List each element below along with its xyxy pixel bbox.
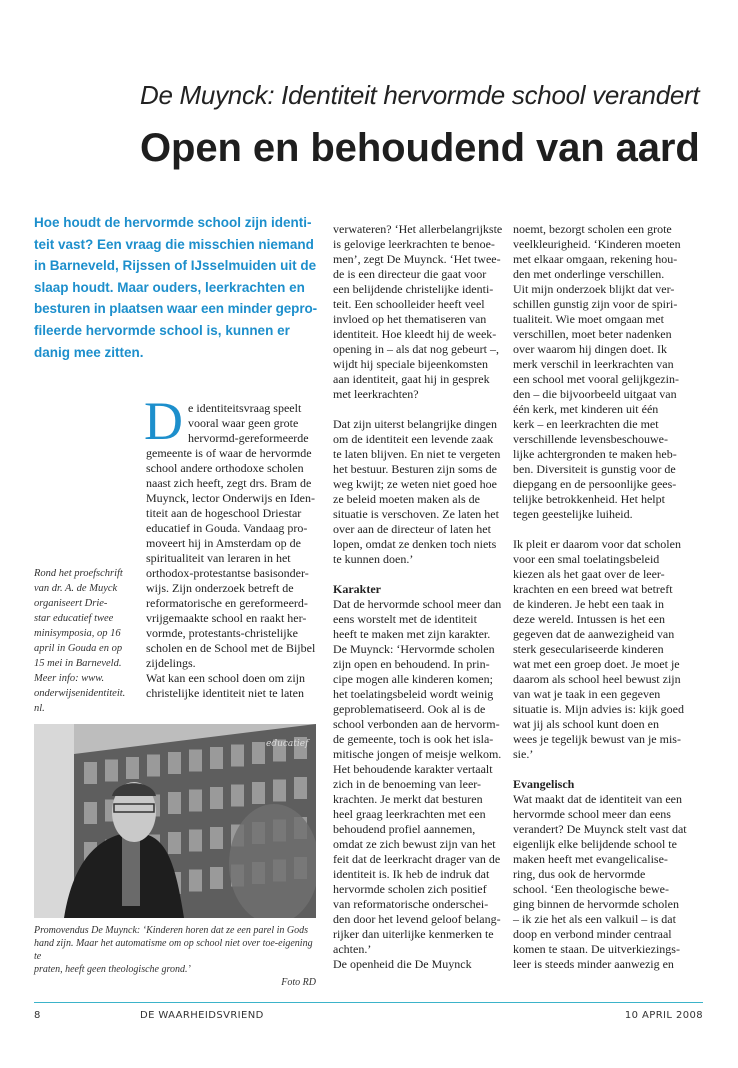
building-window: [168, 792, 181, 814]
building-window: [189, 830, 202, 852]
text-line: de is een directeur die gaat voor: [333, 267, 487, 281]
sidebar-line: nl.: [34, 703, 45, 714]
text-line: teit. Een schoolleider heeft veel: [333, 297, 485, 311]
text-line: Wat kan een school doen om zijn: [146, 671, 305, 685]
text-line: vormde, protestants-christelijke: [146, 626, 298, 640]
text-line: leer is steeds minder aanwezig en: [513, 957, 674, 971]
text-line: tegen geestelijke luiheid.: [513, 507, 633, 521]
text-line: sie.’: [513, 747, 534, 761]
text-line: diepgang en de persoonlijke gees-: [513, 477, 677, 491]
text-line: wijs. Zijn onderzoek betreft de: [146, 581, 294, 595]
text-line: wijdt hij speciale bijeenkomsten: [333, 357, 488, 371]
text-line: vrijgemaakte school en raakt her-: [146, 611, 307, 625]
text-line: van wat je taak in een gegeven: [513, 687, 661, 701]
text-line: behoudend profiel aannemen,: [333, 822, 476, 836]
text-line: schillen gunstig zijn voor de spiri-: [513, 297, 678, 311]
portrait-photo: [34, 724, 316, 918]
text-line: Wat maakt dat de identiteit van een: [513, 792, 682, 806]
text-line: eens worstelt met de identiteit: [333, 612, 477, 626]
text-line: verandert? De Muynck stelt vast dat: [513, 822, 687, 836]
text-line: veelkleurigheid. ‘Kinderen moeten: [513, 237, 681, 251]
text-line: over waarom hij dingen doet. Ik: [513, 342, 667, 356]
text-line: vooral waar geen grote: [188, 416, 299, 430]
text-line: doop en verbond minder centraal: [513, 927, 672, 941]
text-line: het toelatingsbeleid wordt weinig: [333, 687, 494, 701]
lead-line: fileerde hervormde school is, kunnen er: [34, 322, 290, 338]
text-line: school verbonden aan de hervorm-: [333, 717, 500, 731]
building-window: [84, 802, 97, 824]
text-line: lopen, omdat ze denken toch niets: [333, 537, 497, 551]
text-line: heel graag leerkrachten met een: [333, 807, 486, 821]
paragraph-break: [513, 522, 703, 537]
text-line: situatie is verschoven. Ze laten het: [333, 507, 499, 521]
text-line: achten.’: [333, 942, 372, 956]
text-line: tualiteit. Wie moet omgaan met: [513, 312, 664, 326]
building-window: [273, 780, 286, 802]
sidebar-line: onderwijsenidentiteit.: [34, 688, 126, 699]
text-line: Muynck, lector Onderwijs en Iden-: [146, 491, 315, 505]
text-line: den door het levend geloof belang-: [333, 912, 501, 926]
issue-date: 10 APRIL 2008: [624, 1010, 703, 1021]
text-line: een belijdende christelijke identi-: [333, 282, 494, 296]
building-window: [84, 762, 97, 784]
text-line: kerk – en leerkrachten die met: [513, 417, 659, 431]
text-line: zijdelings.: [146, 656, 196, 670]
text-line: merk verschil in leerkrachten van: [513, 357, 674, 371]
text-line: met elkaar omgaan, rekening hou-: [513, 252, 678, 266]
text-line: den met onderlinge verschillen.: [513, 267, 665, 281]
footer-rule: [34, 1002, 703, 1003]
article-title: Open en behoudend van aard: [140, 126, 700, 170]
building-window: [189, 870, 202, 892]
sidebar-line: Meer info: www.: [34, 673, 105, 684]
text-line: cipe mogen alle kinderen komen;: [333, 672, 493, 686]
sidebar-line: organiseert Drie-: [34, 598, 108, 609]
text-line: school. ‘Een theologische bewe-: [513, 882, 669, 896]
text-line: eigenlijk elke belijdende school te: [513, 837, 677, 851]
building-window: [210, 827, 223, 849]
article-subtitle: De Muynck: Identiteit hervormde school verandert: [140, 80, 700, 110]
text-line: krachten. Je merkt dat besturen: [333, 792, 483, 806]
text-line: Dat zijn uiterst belangrijke dingen: [333, 417, 497, 431]
text-line: lijke achtergronden te maken heb-: [513, 447, 677, 461]
drop-cap: D: [144, 391, 183, 451]
lead-line: teit vast? Een vraag die misschien niemand: [34, 236, 314, 252]
text-line: Uit mijn onderzoek blijkt dat ver-: [513, 282, 675, 296]
text-line: sterk geseculariseerde kinderen: [513, 642, 664, 656]
text-line: geproblematiseerd. Ook al is de: [333, 702, 486, 716]
text-line: krachten en een breed wat betreft: [513, 582, 673, 596]
photo-caption: [34, 924, 316, 989]
text-line: titeit aan de hogeschool Driestar: [146, 506, 302, 520]
caption-line: praten, heeft geen theologische grond.’: [34, 964, 191, 975]
lead-line: besturen in plaatsen waar een minder gepro-: [34, 301, 318, 317]
text-line: over aan de directeur of laten het: [333, 522, 491, 536]
section-heading: Karakter: [333, 582, 381, 596]
text-line: met leerkrachten?: [333, 387, 419, 401]
building-sign: educatief: [266, 739, 309, 749]
text-line: De openheid die De Muynck: [333, 957, 472, 971]
text-line: spiritualiteit van leraren in het: [146, 551, 291, 565]
text-line: heeft te maken met zijn karakter.: [333, 627, 491, 641]
text-line: De Muynck: ‘Hervormde scholen: [333, 642, 495, 656]
text-line: ring, dus ook de hervormde: [513, 867, 646, 881]
text-line: noemt, bezorgt scholen een grote: [513, 222, 672, 236]
text-line: te laten blijven. En niet te vergeten: [333, 447, 501, 461]
text-line: gemeente is of waar de hervormde: [146, 446, 312, 460]
text-line: opening in – als dat nog gebeurt –,: [333, 342, 499, 356]
lead-paragraph: [34, 212, 324, 363]
text-line: identiteit. Hoe kleedt hij de week-: [333, 327, 497, 341]
text-line: hervormde school meer dan eens: [513, 807, 671, 821]
text-line: mitische jongen of meisje welkom.: [333, 747, 502, 761]
building-window: [168, 832, 181, 854]
text-line: moveert hij in Amsterdam op de: [146, 536, 301, 550]
text-line: den – die bijvoorbeeld uitgaat van: [513, 387, 677, 401]
text-line: is gelovige leerkrachten te benoe-: [333, 237, 495, 251]
text-line: gegeven dat de aanwezigheid van: [513, 627, 675, 641]
text-line: e identiteitsvraag speelt: [188, 401, 302, 415]
text-line: reformatorische en gereformeerd-: [146, 596, 308, 610]
text-line: Ik pleit er daarom voor dat scholen: [513, 537, 681, 551]
text-line: hervormd-gereformeerde: [188, 431, 309, 445]
text-line: christelijke identiteit niet te laten: [146, 686, 304, 700]
text-line: van reformatorische onderschei-: [333, 897, 489, 911]
text-line: één kerk, met kinderen uit één: [513, 402, 659, 416]
building-window: [252, 742, 265, 764]
lead-line: in Barneveld, Rijssen of IJsselmuiden uit de: [34, 258, 317, 274]
building-window: [147, 755, 160, 777]
text-line: wat jij als school kunt doen en: [513, 717, 659, 731]
building-window: [189, 790, 202, 812]
text-line: verschillen, moet beter nadenken: [513, 327, 672, 341]
text-line: voor een smal toelatingsbeleid: [513, 552, 660, 566]
text-line: maken heeft met evangelicalise-: [513, 852, 668, 866]
text-line: scholen en de School met de Bijbel: [146, 641, 316, 655]
text-line: zich in de benoeming van leer-: [333, 777, 482, 791]
sidebar-line: 15 mei in Barneveld.: [34, 658, 122, 669]
caption-line: hand zijn. Maar het automatisme om op school niet over toe-eigening te: [34, 938, 313, 962]
building-window: [210, 867, 223, 889]
building-window: [294, 777, 307, 799]
text-line: zijn open en behoudend. In prin-: [333, 657, 490, 671]
text-line: school andere orthodoxe scholen: [146, 461, 304, 475]
text-line: verschillende levensbeschouwe-: [513, 432, 668, 446]
photo-image: [34, 724, 316, 918]
building-window: [210, 787, 223, 809]
text-line: ging binnen de hervormde scholen: [513, 897, 679, 911]
text-line: naast zich heeft, zegt drs. Bram de: [146, 476, 312, 490]
text-line: weg kwijt; ze weten niet goed hoe: [333, 477, 497, 491]
caption-line: Promovendus De Muynck: ‘Kinderen horen dat ze een parel in Gods: [34, 925, 309, 936]
body-column-3: [513, 222, 703, 972]
sidebar-line: star educatief twee: [34, 613, 114, 624]
building-window: [189, 750, 202, 772]
text-line: de kinderen. Je hebt een taak in: [513, 597, 664, 611]
lead-line: danig mee zitten.: [34, 344, 144, 360]
text-line: komen te staan. De uitverkiezings-: [513, 942, 680, 956]
sidebar-line: april in Gouda en op: [34, 643, 123, 654]
text-line: om de identiteit een levende zaak: [333, 432, 494, 446]
text-line: de gemeente, toch is ook het isla-: [333, 732, 494, 746]
body-column-2: [333, 222, 507, 972]
building-window: [105, 760, 118, 782]
paragraph-break: [333, 402, 507, 417]
sidebar-line: minisymposia, op 16: [34, 628, 121, 639]
sidebar-note: [34, 566, 140, 716]
text-line: ben. Diversiteit is gunstig voor de: [513, 462, 676, 476]
text-line: omdat ze zich bewust zijn van het: [333, 837, 496, 851]
text-line: een school met vooral gelijkgezin-: [513, 372, 679, 386]
text-line: educatief in Gouda. Vandaag pro-: [146, 521, 308, 535]
text-line: ze beleid moeten maken als de: [333, 492, 480, 506]
text-line: Dat de hervormde school meer dan: [333, 597, 502, 611]
text-line: te kunnen doen.’: [333, 552, 414, 566]
text-line: telijke betrokkenheid. Het helpt: [513, 492, 665, 506]
text-line: rijker dan uiterlijke kenmerken te: [333, 927, 494, 941]
text-line: situatie is. Mijn advies is: kijk goed: [513, 702, 684, 716]
page-number: 8: [34, 1010, 41, 1021]
text-line: wat met een groep doet. Je moet je: [513, 657, 680, 671]
body-column-1: [146, 401, 324, 701]
building-window: [231, 785, 244, 807]
text-line: wees je tegelijk bewust van je mis-: [513, 732, 681, 746]
text-line: daarom als school heel bewust zijn: [513, 672, 681, 686]
text-line: feit dat de leerkracht drager van de: [333, 852, 501, 866]
photo-credit: Foto RD: [281, 977, 316, 988]
text-line: kiezen als het gaat over de leer-: [513, 567, 665, 581]
text-line: deze wereld. Intussen is het een: [513, 612, 665, 626]
building-window: [210, 747, 223, 769]
text-line: verwateren? ‘Het allerbelangrijkste: [333, 222, 503, 236]
text-line: hervormde scholen zich positief: [333, 882, 487, 896]
paragraph-break: [513, 762, 703, 777]
text-line: identiteit is. Ik heb de indruk dat: [333, 867, 490, 881]
text-line: het bestuur. Besturen zijn soms de: [333, 462, 497, 476]
building-window: [231, 745, 244, 767]
section-heading: Evangelisch: [513, 777, 575, 791]
text-line: Het behoudende karakter vertaalt: [333, 762, 493, 776]
text-line: – ik zie het als een valkuil – is dat: [513, 912, 676, 926]
sidebar-line: van dr. A. de Muyck: [34, 583, 118, 594]
building-window: [168, 752, 181, 774]
text-line: aan identiteit, gaat hij in gesprek: [333, 372, 490, 386]
paragraph-break: [333, 567, 507, 582]
text-line: invloed op het thematiseren van: [333, 312, 487, 326]
text-line: orthodox-protestantse basisonder-: [146, 566, 309, 580]
building-window: [252, 782, 265, 804]
publication-name: DE WAARHEIDSVRIEND: [140, 1010, 264, 1021]
building-window: [126, 757, 139, 779]
sidebar-line: Rond het proefschrift: [34, 568, 123, 579]
lead-line: Hoe houdt de hervormde school zijn identi-: [34, 215, 312, 230]
lead-line: slaap houdt. Maar ouders, leerkrachten en: [34, 279, 305, 295]
text-line: men’, zegt De Muynck. ‘Het twee-: [333, 252, 501, 266]
